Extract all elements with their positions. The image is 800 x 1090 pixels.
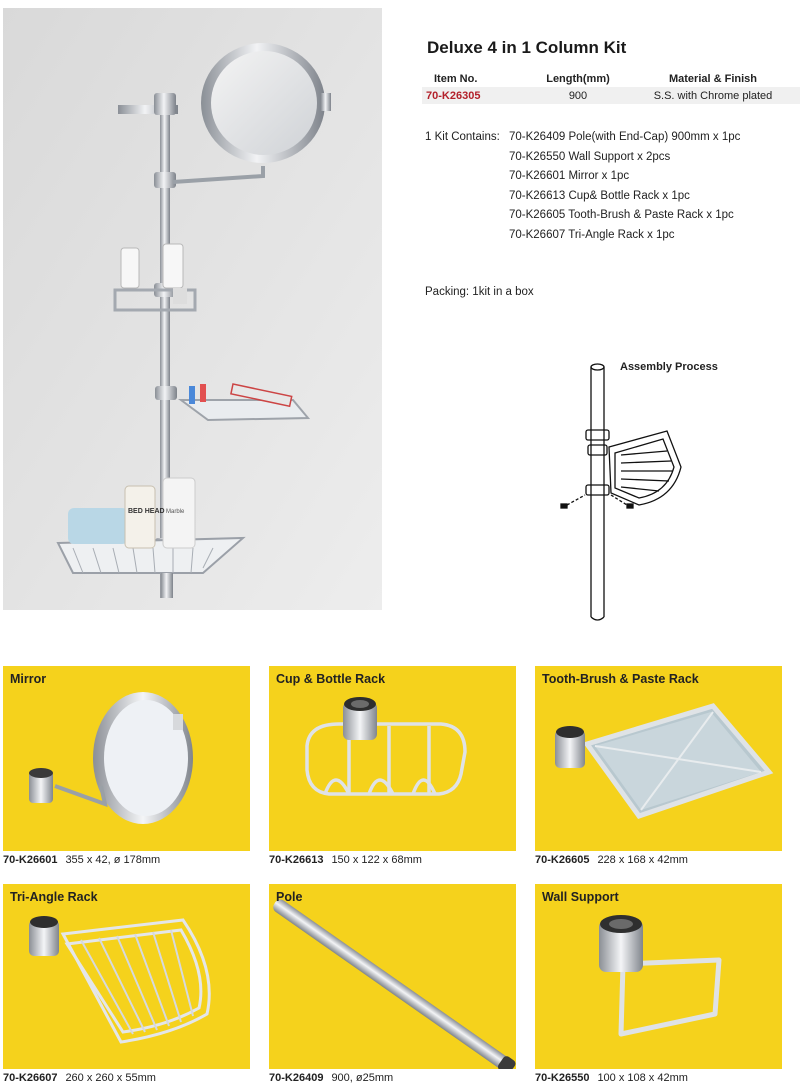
product-caption	[269, 854, 422, 866]
assembly-diagram	[555, 355, 715, 625]
material-value: S.S. with Chrome plated	[626, 87, 800, 104]
col-length: Length(mm)	[546, 73, 610, 85]
product-tile-wall-support	[535, 884, 782, 1069]
product-name: Mirror	[10, 672, 47, 686]
mirror-icon	[3, 666, 250, 851]
column-kit-illustration	[3, 8, 382, 610]
col-item-no: Item No.	[434, 73, 478, 85]
assembly-title: Assembly Process	[620, 361, 718, 373]
product-name: Tri-Angle Rack	[10, 890, 98, 904]
product-code: 70-K26605	[535, 854, 590, 866]
product-caption	[535, 854, 688, 866]
product-code: 70-K26607	[3, 1072, 58, 1084]
product-caption	[3, 854, 160, 866]
product-code: 70-K26613	[269, 854, 324, 866]
pole-icon	[269, 884, 516, 1069]
product-code: 70-K26601	[3, 854, 58, 866]
product-name: Tooth-Brush & Paste Rack	[542, 672, 699, 686]
product-dims: 228 x 168 x 42mm	[597, 854, 688, 866]
spec-data-row	[422, 87, 800, 104]
bottle-label-bedhead: BED HEAD	[128, 508, 165, 515]
product-dims: 900, ø25mm	[331, 1072, 394, 1084]
list-item: 70-K26607 Tri-Angle Rack x 1pc	[509, 228, 675, 241]
list-item: 70-K26601 Mirror x 1pc	[509, 170, 630, 182]
list-item: 70-K26409 Pole(with End-Cap) 900mm x 1pc	[509, 131, 741, 143]
wall-support-icon	[535, 884, 782, 1069]
list-item: 70-K26605 Tooth-Brush & Paste Rack x 1pc	[509, 209, 734, 221]
product-caption	[269, 1072, 393, 1084]
product-caption	[3, 1072, 156, 1084]
kit-contents-label: 1 Kit Contains:	[425, 131, 500, 143]
product-code: 70-K26409	[269, 1072, 324, 1084]
product-dims: 260 x 260 x 55mm	[65, 1072, 156, 1084]
spec-header-row	[422, 71, 800, 87]
product-tile-pole	[269, 884, 516, 1069]
length-value: 900	[530, 87, 626, 104]
item-no-value: 70-K26305	[422, 87, 530, 104]
product-tile-triangle-rack	[3, 884, 250, 1069]
bottle-label-marble: Marble	[166, 509, 185, 515]
toothbrush-rack-icon	[535, 666, 782, 851]
kit-contents-list	[509, 128, 740, 245]
product-dims: 355 x 42, ø 178mm	[65, 854, 161, 866]
spec-table	[422, 71, 800, 104]
product-tile-mirror	[3, 666, 250, 851]
packing-info: Packing: 1kit in a box	[425, 286, 534, 298]
triangle-rack-icon	[3, 884, 250, 1069]
product-name: Cup & Bottle Rack	[276, 672, 386, 686]
product-name: Pole	[276, 890, 303, 904]
list-item: 70-K26550 Wall Support x 2pcs	[509, 150, 671, 163]
product-tile-toothbrush-rack	[535, 666, 782, 851]
cup-rack-icon	[269, 666, 516, 851]
product-tile-cup-rack	[269, 666, 516, 851]
hero-product-photo	[3, 8, 382, 610]
list-item: 70-K26613 Cup& Bottle Rack x 1pc	[509, 189, 690, 202]
product-name: Wall Support	[542, 890, 619, 904]
product-dims: 100 x 108 x 42mm	[597, 1072, 688, 1084]
assembly-diagram-drawing	[555, 355, 715, 625]
product-code: 70-K26550	[535, 1072, 590, 1084]
col-material: Material & Finish	[668, 73, 758, 85]
product-caption	[535, 1072, 688, 1084]
page-title: Deluxe 4 in 1 Column Kit	[427, 38, 627, 57]
product-dims: 150 x 122 x 68mm	[331, 854, 422, 866]
